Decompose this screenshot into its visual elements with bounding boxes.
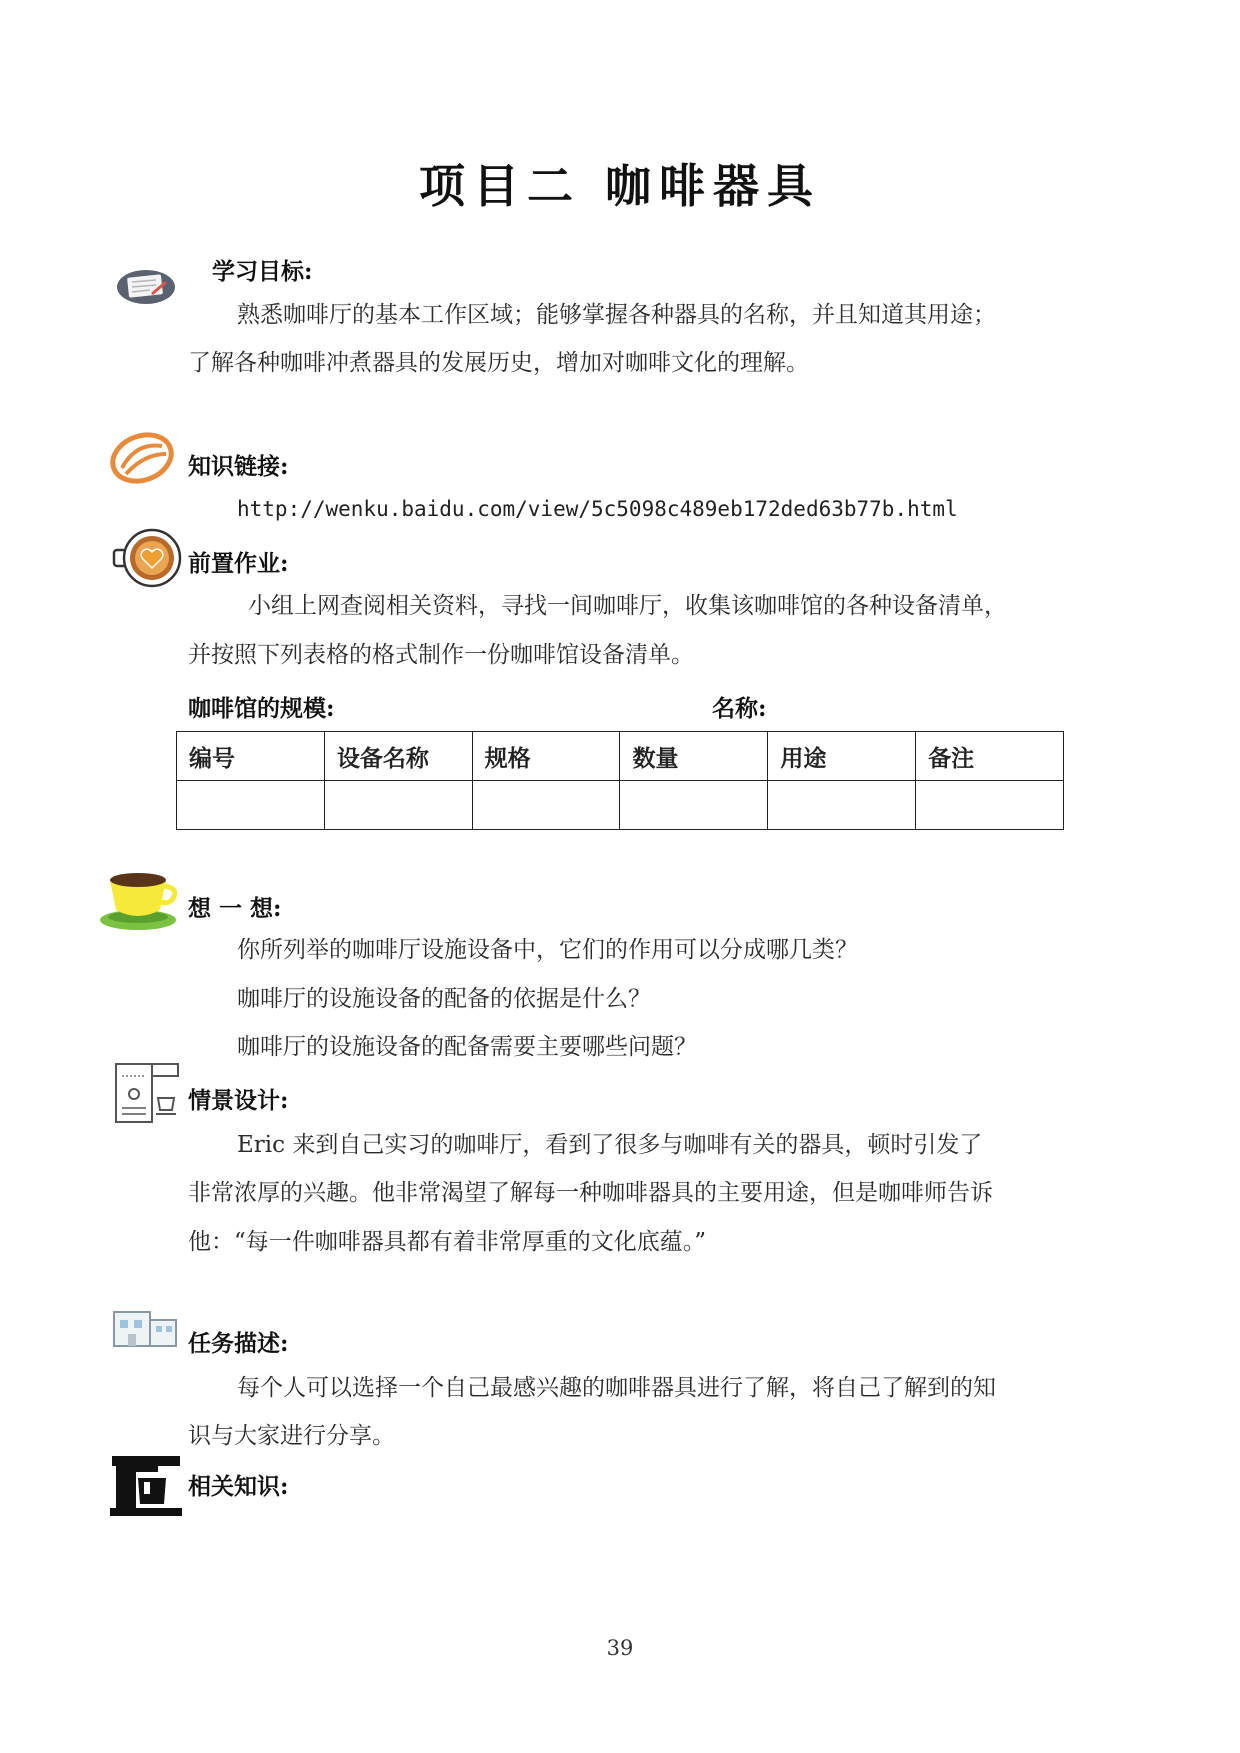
task-line1: 每个人可以选择一个自己最感兴趣的咖啡器具进行了解，将自己了解到的知 — [237, 1375, 996, 1401]
learning-goals-line1: 熟悉咖啡厅的基本工作区域；能够掌握各种器具的名称，并且知道其用途； — [237, 302, 996, 328]
pre-work-heading: 前置作业: — [188, 550, 289, 577]
header-quantity: 数量 — [620, 732, 768, 781]
think-question-2: 咖啡厅的设施设备的配备的依据是什么？ — [237, 986, 651, 1012]
task-heading: 任务描述: — [188, 1330, 289, 1357]
learning-goals-line2: 了解各种咖啡冲煮器具的发展历史，增加对咖啡文化的理解。 — [188, 350, 809, 376]
knowledge-link-url[interactable]: http://wenku.baidu.com/view/5c5098c489eb172ded63b77b.html — [237, 497, 958, 521]
page-title: 项目二 咖啡器具 — [418, 159, 821, 213]
header-spec: 规格 — [472, 732, 620, 781]
notepad-icon — [116, 268, 176, 306]
knowledge-link-heading: 知识链接: — [188, 453, 289, 480]
pre-work-line1: 小组上网查阅相关资料，寻找一间咖啡厅，收集该咖啡馆的各种设备清单， — [248, 593, 1007, 619]
header-number: 编号 — [177, 732, 325, 781]
page-number: 39 — [606, 1636, 634, 1660]
scenario-heading: 情景设计: — [188, 1087, 289, 1114]
coffee-bean-icon — [110, 432, 174, 484]
think-heading: 想 一 想: — [188, 895, 282, 922]
think-question-1: 你所列举的咖啡厅设施设备中，它们的作用可以分成哪几类？ — [237, 937, 858, 963]
header-use: 用途 — [768, 732, 916, 781]
cafe-name-label: 名称: — [712, 695, 767, 722]
task-line2: 识与大家进行分享。 — [188, 1423, 395, 1449]
header-equipment-name: 设备名称 — [324, 732, 472, 781]
table-cell[interactable] — [768, 781, 916, 830]
table-cell[interactable] — [916, 781, 1064, 830]
table-cell[interactable] — [324, 781, 472, 830]
table-cell[interactable] — [620, 781, 768, 830]
think-question-3: 咖啡厅的设施设备的配备需要主要哪些问题？ — [237, 1034, 697, 1060]
scenario-line1: Eric 来到自己实习的咖啡厅，看到了很多与咖啡有关的器具，顿时引发了 — [237, 1132, 983, 1158]
scenario-line2: 非常浓厚的兴趣。他非常渴望了解每一种咖啡器具的主要用途，但是咖啡师告诉 — [188, 1180, 993, 1206]
latte-heart-icon — [112, 528, 182, 588]
coffee-grinder-icon — [108, 1452, 184, 1518]
table-cell[interactable] — [472, 781, 620, 830]
building-icon — [112, 1306, 180, 1348]
pre-work-line2: 并按照下列表格的格式制作一份咖啡馆设备清单。 — [188, 642, 694, 668]
coffee-cup-icon — [98, 870, 182, 932]
header-notes: 备注 — [916, 732, 1064, 781]
table-cell[interactable] — [177, 781, 325, 830]
learning-goals-heading: 学习目标: — [212, 258, 313, 285]
equipment-table — [176, 731, 1064, 830]
cafe-scale-label: 咖啡馆的规模: — [188, 695, 335, 722]
scenario-line3: 他：“每一件咖啡器具都有着非常厚重的文化底蕴。” — [188, 1229, 707, 1255]
espresso-machine-icon — [114, 1062, 180, 1124]
related-knowledge-heading: 相关知识: — [188, 1473, 289, 1500]
table-header-row — [177, 732, 1064, 781]
table-row — [177, 781, 1064, 830]
